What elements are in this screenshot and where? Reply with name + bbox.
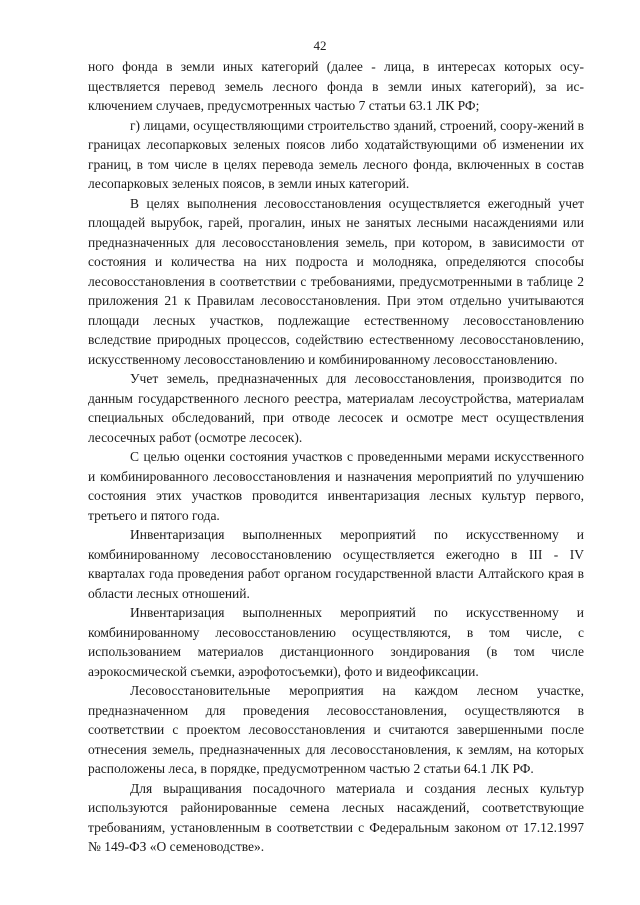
paragraph-land-accounting-sources: Учет земель, предназначенных для лесовосстановления, производится по данным государственного лесного реестра, материалам лесоустройства, материалам специальных обследований, при отводе лесосек и осмотре мест осуществления лесосечных работ (осмотре лесосек). (88, 371, 584, 445)
paragraph-inventory-remote-sensing: Инвентаризация выполненных мероприятий по искусственному и комбинированному лесовосстановлению осуществляются, в том числе, с использованием материалов дистанционного зондирования (в том числе аэрокосмической съемки, аэрофотосъемки), фото и видеофиксации. (88, 605, 584, 679)
paragraph-inventory-timing: Инвентаризация выполненных мероприятий по искусственному и комбинированному лесовосстановлению осуществляется ежегодно в III - IV кварталах года проведения работ органом государственной власти Алтайского края в области лесных отношений. (88, 527, 584, 601)
document-body (88, 57, 584, 857)
paragraph-inventory-purpose: С целью оценки состояния участков с проведенными мерами искусственного и комбинированного лесовосстановления и назначения мероприятий по улучшению состояния этих участков проводится инвентаризация лесных культур первого, третьего и пятого года. (88, 449, 584, 523)
page-number: 42 (313, 38, 327, 53)
paragraph-item-g: г) лицами, осуществляющими строительство зданий, строений, соору-жений в границах лесопарковых зеленых поясов либо ходатайствующими об изменении их границ, в том числе в целях перевода земель лесного фонда, включенных в состав лесопарковых зеленых поясов, в земли иных категорий. (88, 117, 584, 191)
paragraph-reforestation-accounting: В целях выполнения лесовосстановления осуществляется ежегодный учет площадей вырубок, гарей, прогалин, иных не занятых лесными насаждениями или предназначенных для лесовосстановления земель, при котором, в зависимости от состояния и количества на них подроста и молодняка, определяются способы лесовосстановления в соответствии с требованиями, предусмотренными в таблице 2 приложения 21 к Правилам лесовосстановления. При этом отдельно учитываются площади лесных участков, подлежащие естественному лесовосстановлению вследствие природных процессов, содействию естественному лесовосстановлению, искусственному лесовосстановлению и комбинированному лесовосстановлению. (88, 195, 584, 367)
paragraph-reforestation-completion: Лесовосстановительные мероприятия на каждом лесном участке, предназначенном для проведения лесовосстановления, осуществляются в соответствии с проектом лесовосстановления и считаются завершенными после отнесения земель, предназначенных для лесовосстановления, к землям, на которых расположены леса, в порядке, предусмотренном частью 2 статьи 64.1 ЛК РФ. (88, 683, 584, 776)
paragraph-continuation: ного фонда в земли иных категорий (далее - лица, в интересах которых осу-ществляется перевод земель лесного фонда в земли иных категорий), за ис-ключением случаев, предусмотренных частью 7 статьи 63.1 ЛК РФ; (88, 59, 584, 113)
paragraph-seed-requirements: Для выращивания посадочного материала и создания лесных культур используются районированные семена лесных насаждений, соответствующие требованиям, установленным в соответствии с Федеральным законом от 17.12.1997 № 149-ФЗ «О семеноводстве». (88, 780, 584, 854)
